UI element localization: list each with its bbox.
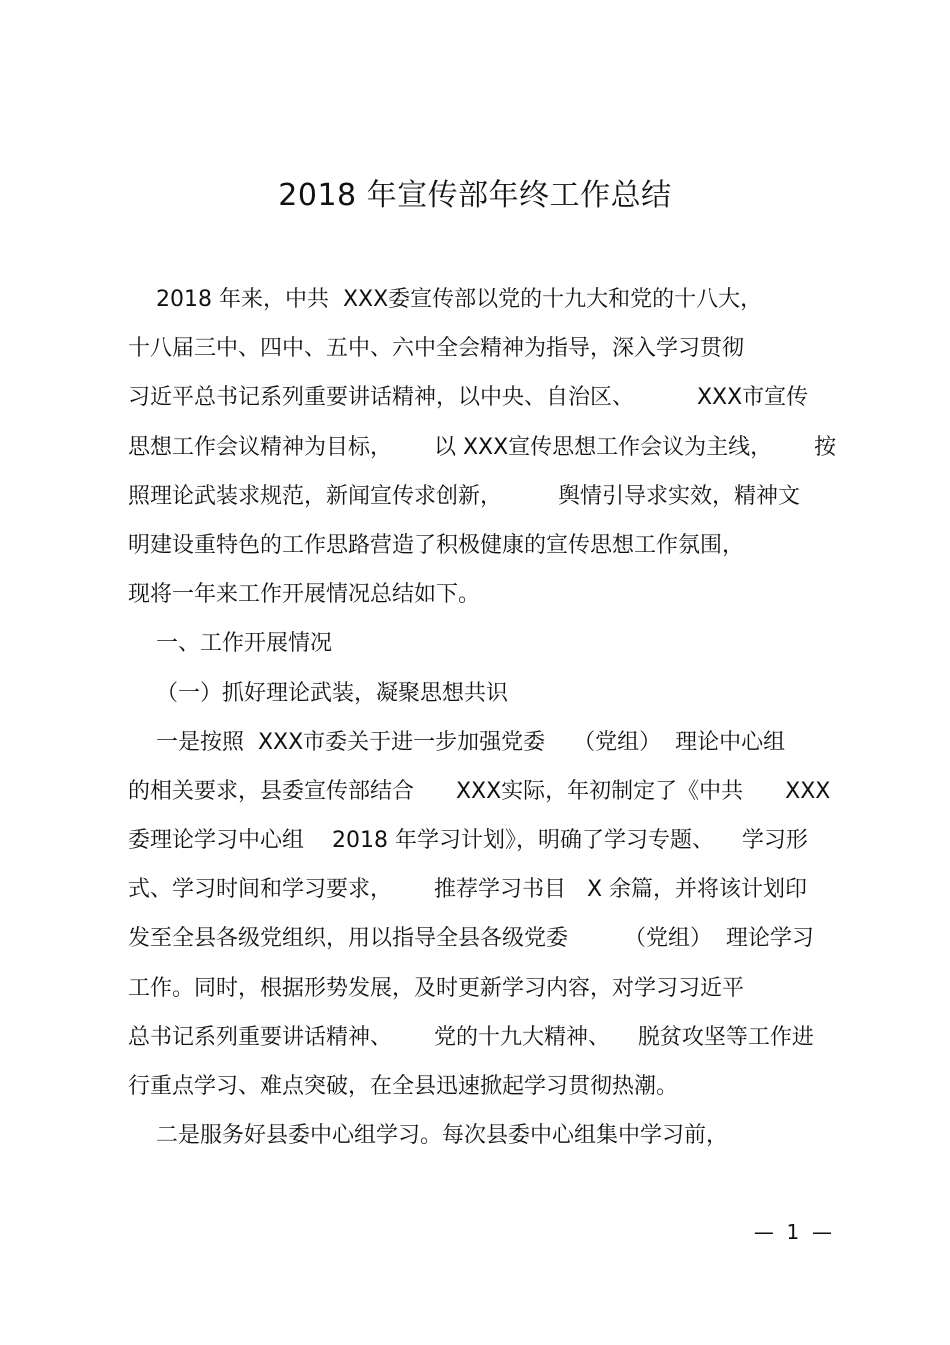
- body-line: 发至全县各级党组织，用以指导全县各级党委 （党组） 理论学习: [128, 926, 814, 952]
- body-line: 的相关要求，县委宣传部结合 XXX实际，年初制定了《中共 XXX: [128, 778, 831, 804]
- body-line: 2018 年来，中共 XXX委宣传部以党的十九大和党的十八大，: [128, 287, 763, 312]
- body-line: 习近平总书记系列重要讲话精神，以中央、自治区、 XXX市宣传: [128, 385, 809, 411]
- body-line: 明建设重特色的工作思路营造了积极健康的宣传思想工作氛围，: [128, 532, 745, 558]
- body-line: 工作。同时，根据形势发展，及时更新学习内容，对学习习近平: [128, 975, 745, 1001]
- body-line: 行重点学习、难点突破，在全县迅速掀起学习贯彻热潮。: [128, 1074, 679, 1099]
- page-number: — 1 —: [753, 1220, 832, 1244]
- body-line: 照理论武装求规范，新闻宣传求创新， 舆情引导求实效，精神文: [128, 483, 800, 509]
- body-line: 十八届三中、四中、五中、六中全会精神为指导，深入学习贯彻: [128, 336, 745, 362]
- subsection-heading: （一）抓好理论武装，凝聚思想共识: [128, 680, 508, 706]
- document-title: 2018 年宣传部年终工作总结: [278, 178, 672, 213]
- body-line: 式、学习时间和学习要求， 推荐学习书目 X 余篇，并将该计划印: [128, 877, 808, 903]
- body-line: 思想工作会议精神为目标， 以 XXX宣传思想工作会议为主线， 按: [128, 434, 837, 460]
- section-heading: 一、工作开展情况: [128, 631, 332, 657]
- body-line: 现将一年来工作开展情况总结如下。: [128, 582, 481, 608]
- body-line: 总书记系列重要讲话精神、 党的十九大精神、 脱贫攻坚等工作进: [128, 1024, 814, 1050]
- document-body: [128, 275, 848, 1160]
- body-line: 二是服务好县委中心组学习。每次县委中心组集中学习前，: [128, 1123, 728, 1149]
- body-line: 委理论学习中心组 2018 年学习计划》，明确了学习专题、 学习形: [128, 828, 808, 854]
- body-line: 一是按照 XXX市委关于进一步加强党委 （党组） 理论中心组: [128, 729, 786, 755]
